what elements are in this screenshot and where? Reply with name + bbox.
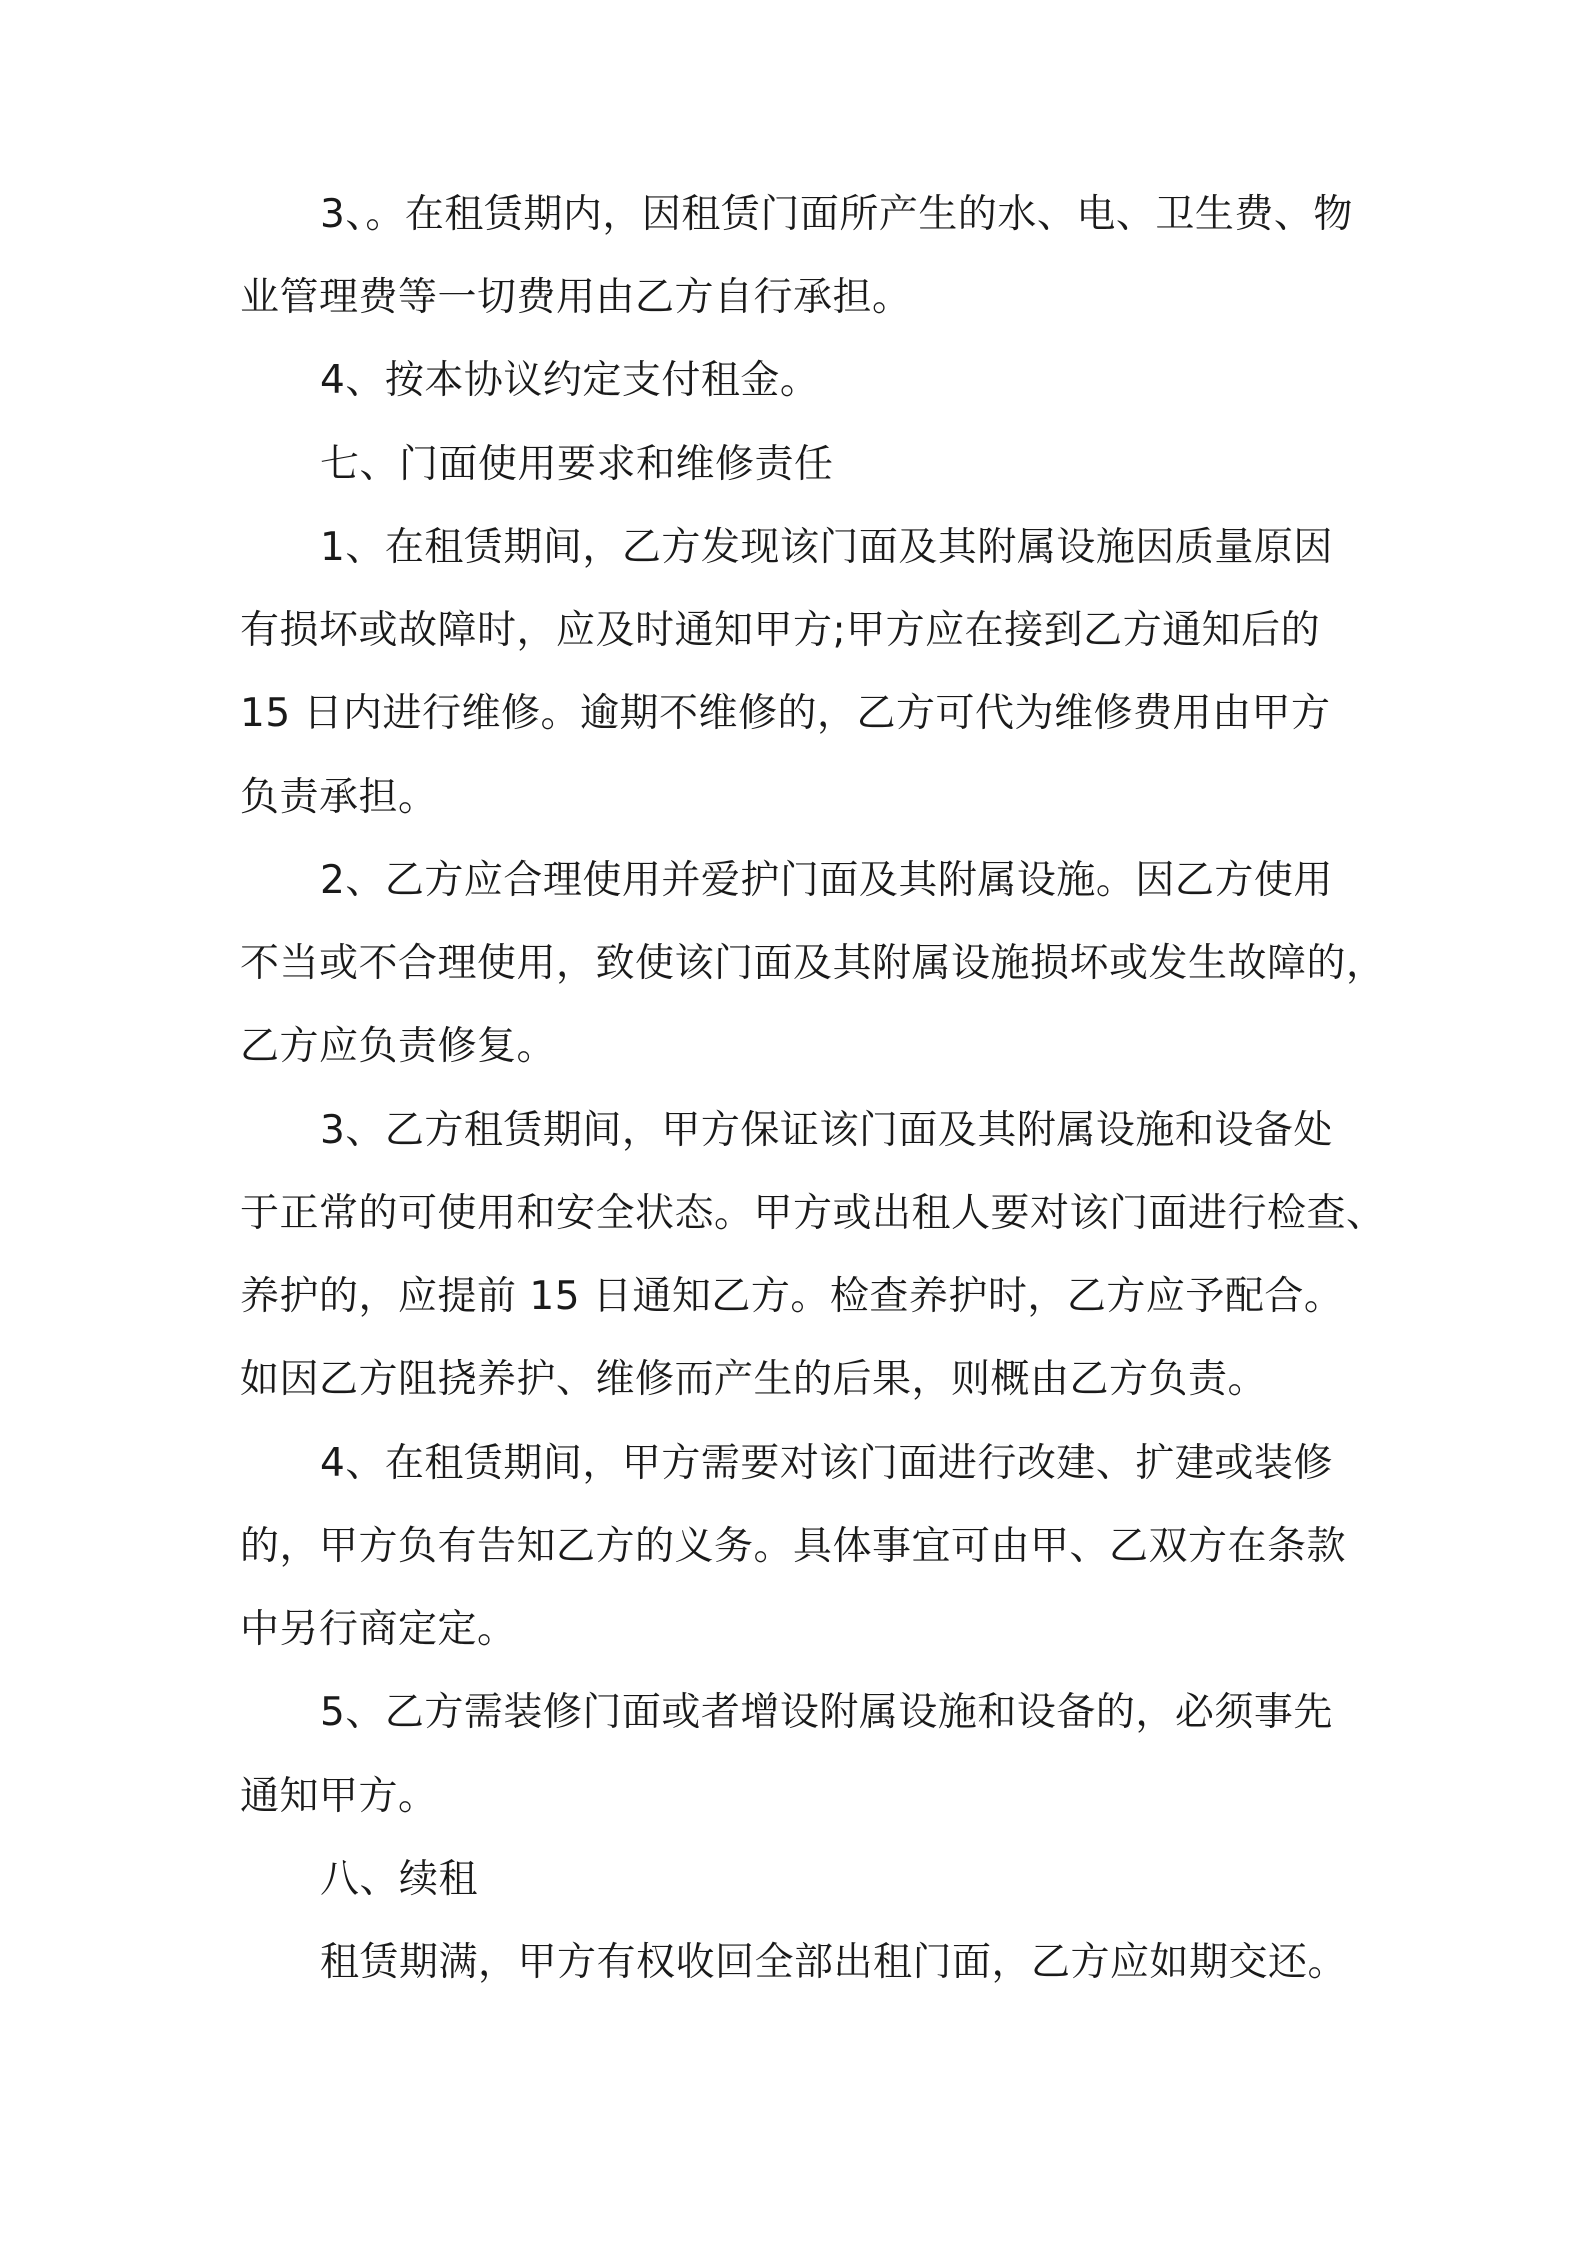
- paragraph-line: 的，甲方负有告知乙方的义务。具体事宜可由甲、乙双方在条款: [240, 1524, 1347, 1569]
- paragraph-line: 租赁期满，甲方有权收回全部出租门面，乙方应如期交还。: [320, 1940, 1348, 1985]
- paragraph-line: 不当或不合理使用，致使该门面及其附属设施损坏或发生故障的，: [240, 941, 1386, 986]
- section-heading: 七、门面使用要求和维修责任: [320, 442, 834, 487]
- paragraph-line: 有损坏或故障时，应及时通知甲方;甲方应在接到乙方通知后的: [240, 608, 1321, 653]
- section-heading: 八、续租: [320, 1857, 479, 1902]
- paragraph-line: 通知甲方。: [240, 1774, 438, 1819]
- paragraph-line: 负责承担。: [240, 775, 438, 820]
- paragraph-line: 3、。在租赁期内，因租赁门面所产生的水、电、卫生费、物: [320, 192, 1353, 237]
- paragraph-line: 4、按本协议约定支付租金。: [320, 358, 820, 403]
- paragraph-line: 2、乙方应合理使用并爱护门面及其附属设施。因乙方使用: [320, 858, 1333, 903]
- paragraph-line: 1、在租赁期间，乙方发现该门面及其附属设施因质量原因: [320, 525, 1333, 570]
- paragraph-line: 4、在租赁期间，甲方需要对该门面进行改建、扩建或装修: [320, 1441, 1333, 1486]
- paragraph-line: 中另行商定定。: [240, 1607, 517, 1652]
- paragraph-line: 15 日内进行维修。逾期不维修的，乙方可代为维修费用由甲方: [240, 691, 1331, 736]
- paragraph-line: 于正常的可使用和安全状态。甲方或出租人要对该门面进行检查、: [240, 1191, 1386, 1236]
- paragraph-line: 养护的，应提前 15 日通知乙方。检查养护时，乙方应予配合。: [240, 1274, 1344, 1319]
- paragraph-line: 3、乙方租赁期间，甲方保证该门面及其附属设施和设备处: [320, 1108, 1333, 1153]
- paragraph-line: 如因乙方阻挠养护、维修而产生的后果，则概由乙方负责。: [240, 1357, 1268, 1402]
- paragraph-line: 乙方应负责修复。: [240, 1024, 557, 1069]
- paragraph-line: 5、乙方需装修门面或者增设附属设施和设备的，必须事先: [320, 1690, 1333, 1735]
- paragraph-line: 业管理费等一切费用由乙方自行承担。: [240, 275, 912, 320]
